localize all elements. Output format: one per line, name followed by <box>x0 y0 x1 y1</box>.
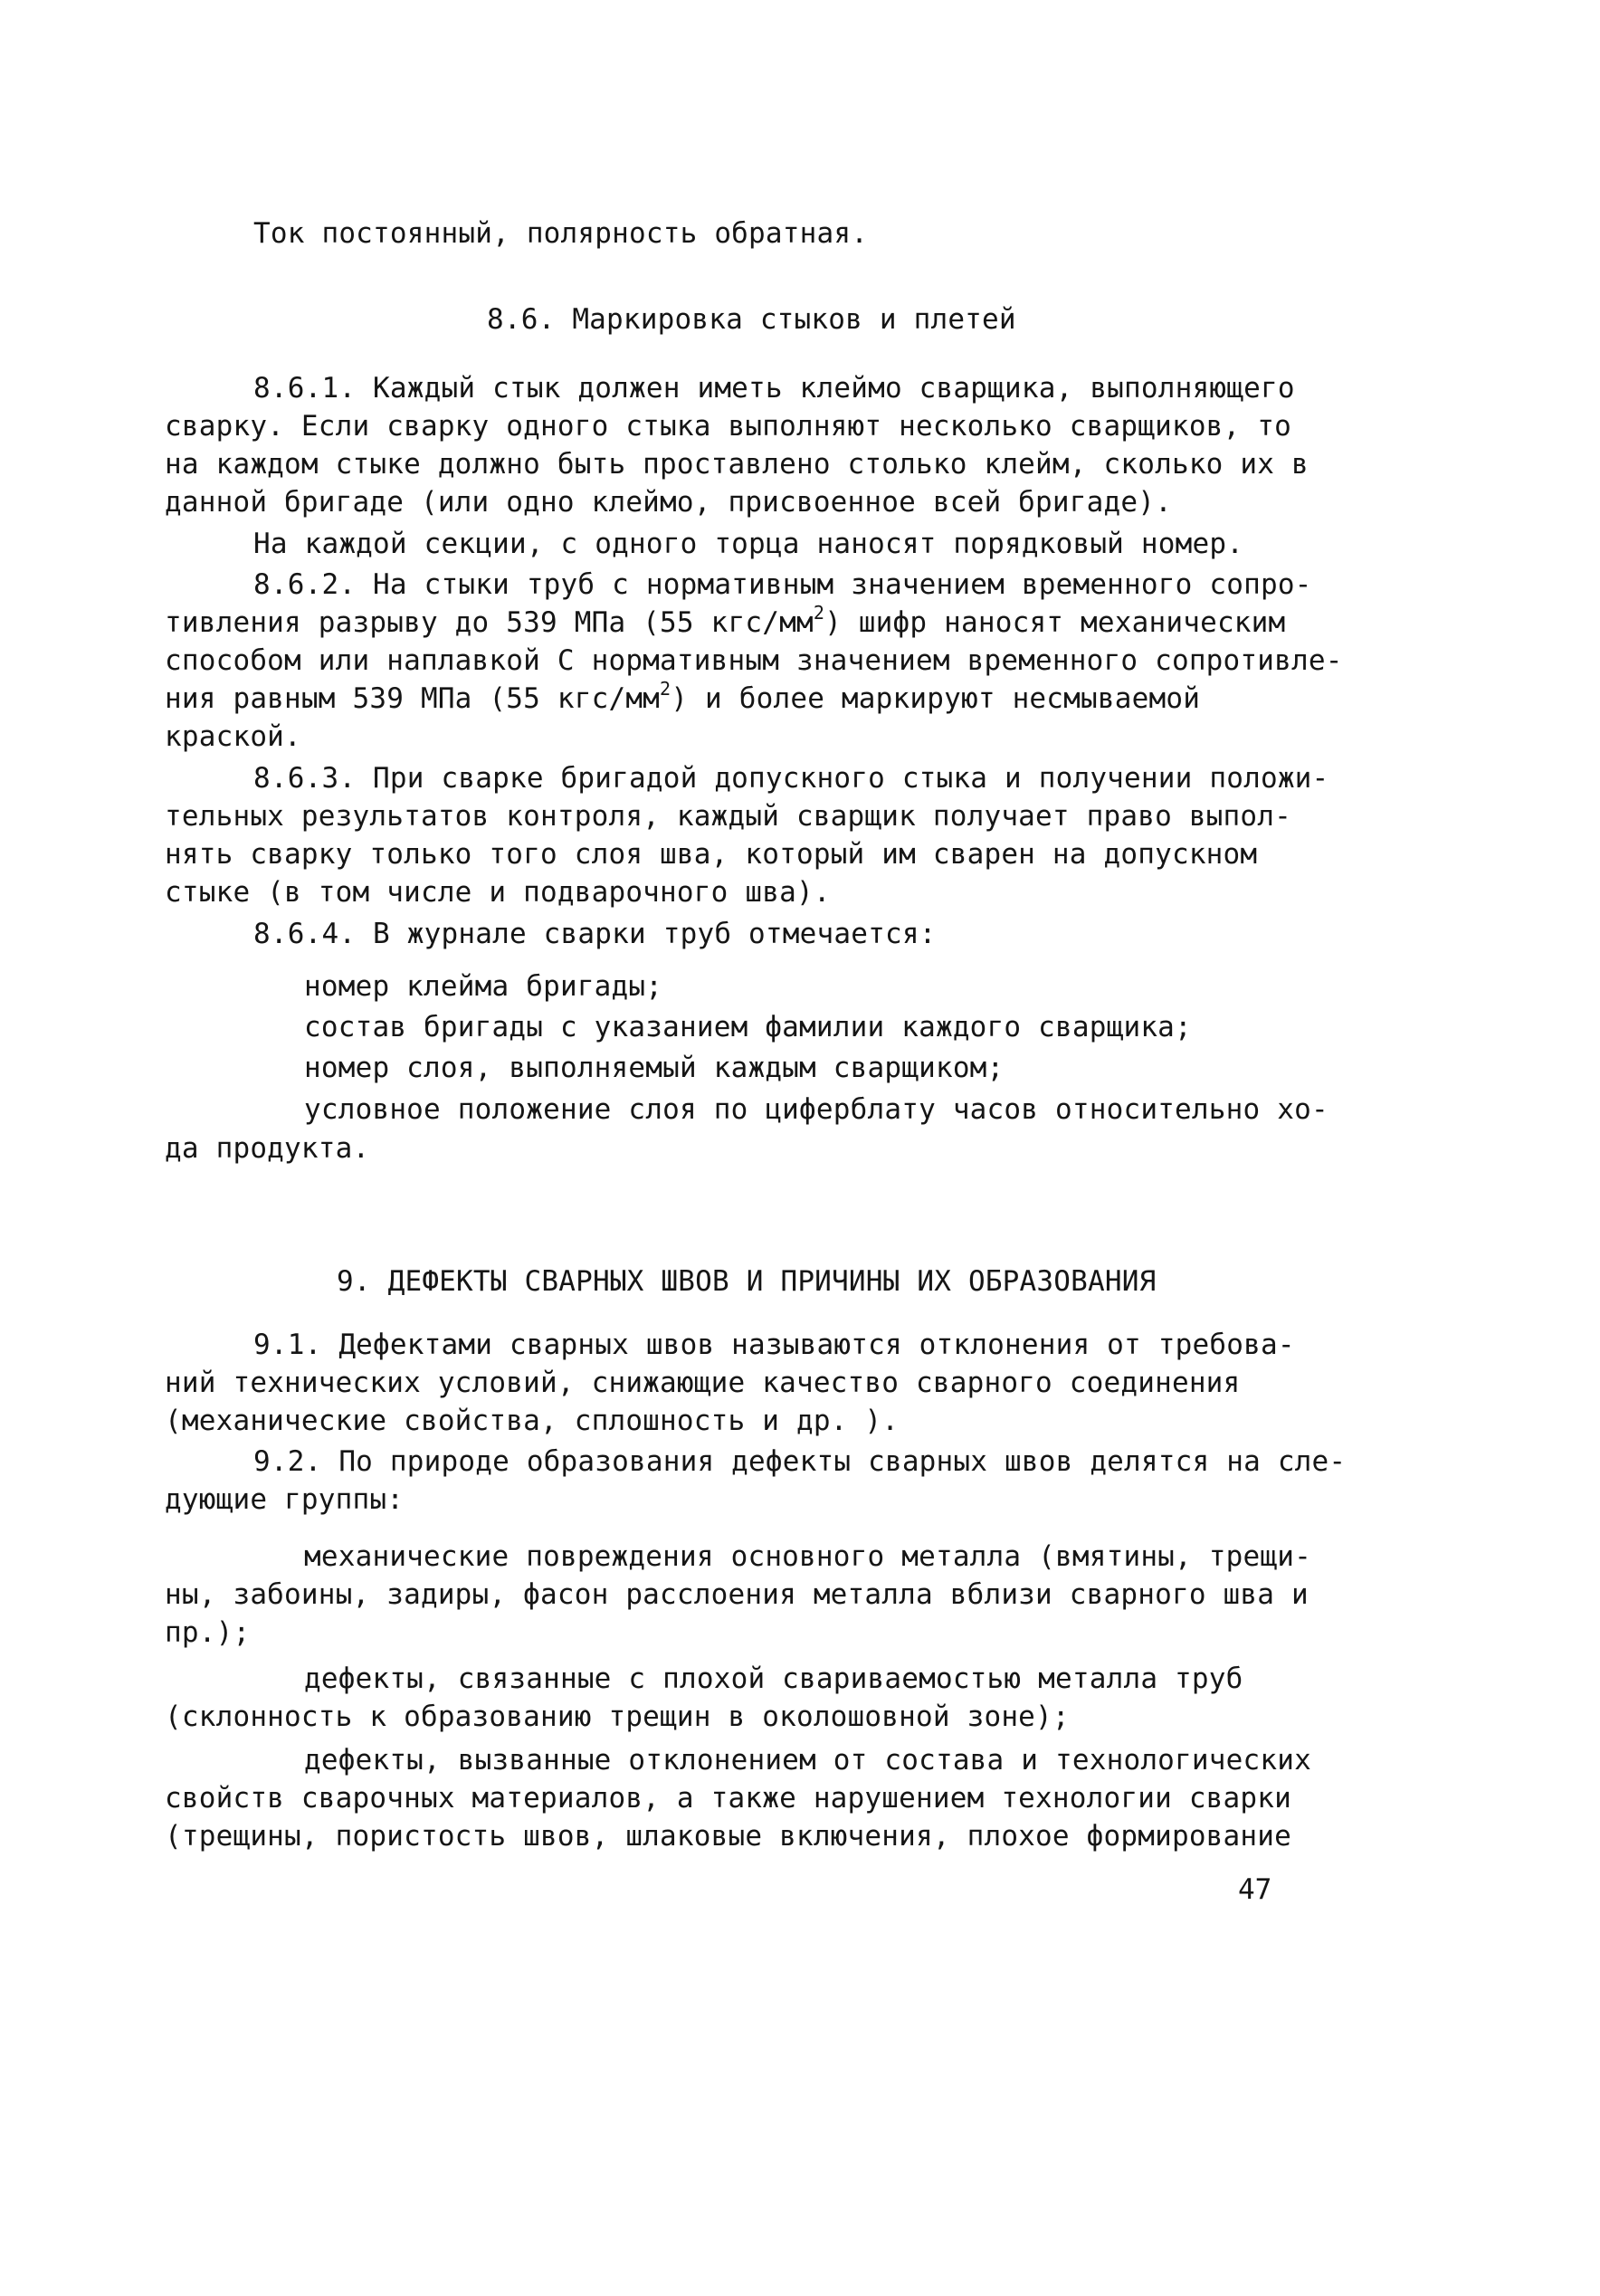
text-line: способом или наплавкой С нормативным значением временного сопротивле- <box>165 644 1343 677</box>
text-segment: ния равным 539 МПа (55 кгс/мм <box>165 682 661 715</box>
superscript: 2 <box>813 602 825 624</box>
text-line: стыке (в том числе и подварочного шва). <box>165 876 831 909</box>
list-item: условное положение слоя по циферблату часов относительно хо- <box>304 1093 1329 1126</box>
text-line: (механические свойства, сплошность и др. ). <box>165 1405 900 1437</box>
text-line: тельных результатов контроля, каждый сварщик получает право выпол- <box>165 800 1291 833</box>
text-line: дующие группы: <box>165 1483 405 1516</box>
text-line: данной бригаде (или одно клеймо, присвоенное всей бригаде). <box>165 486 1172 519</box>
list-item: механические повреждения основного металла (вмятины, трещи- <box>304 1540 1311 1573</box>
text-line: 9.1. Дефектами сварных швов называются отклонения от требова- <box>253 1329 1295 1361</box>
text-line: пр.); <box>165 1616 251 1649</box>
text-line: ны, забоины, задиры, фасон расслоения металла вблизи сварного шва и <box>165 1578 1309 1611</box>
text-line: 8.6.4. В журнале сварки труб отмечается: <box>253 918 937 950</box>
text-line: На каждой секции, с одного торца наносят порядковый номер. <box>253 528 1244 560</box>
text-line <box>165 678 1201 717</box>
text-line: на каждом стыке должно быть проставлено столько клейм, сколько их в <box>165 448 1309 481</box>
text-line: краской. <box>165 720 301 753</box>
text-segment: ) шифр наносят механическим <box>824 606 1286 639</box>
text-line: 8.6.3. При сварке бригадой допускного стыка и получении положи- <box>253 762 1329 795</box>
text-line: (трещины, пористость швов, шлаковые включения, плохое формирование <box>165 1820 1291 1853</box>
text-segment: ) и более маркируют несмываемой <box>671 682 1201 715</box>
list-item: номер слоя, выполняемый каждым сварщиком; <box>304 1052 1005 1084</box>
list-item: номер клейма бригады; <box>304 970 663 1003</box>
text-line: 8.6.1. Каждый стык должен иметь клеймо сварщика, выполняющего <box>253 372 1295 405</box>
section-heading-9: 9. ДЕФЕКТЫ СВАРНЫХ ШВОВ И ПРИЧИНЫ ИХ ОБРАЗОВАНИЯ <box>337 1265 1157 1298</box>
text-segment: тивления разрыву до 539 МПа (55 кгс/мм <box>165 606 814 639</box>
list-item: дефекты, связанные с плохой свариваемостью металла труб <box>304 1662 1243 1695</box>
text-line: (склонность к образованию трещин в околошовной зоне); <box>165 1701 1070 1733</box>
text-line <box>165 602 1286 641</box>
text-line: Ток постоянный, полярность обратная. <box>253 217 869 250</box>
superscript: 2 <box>660 678 671 700</box>
list-item: дефекты, вызванные отклонением от состава и технологических <box>304 1744 1311 1777</box>
text-line: да продукта. <box>165 1132 370 1165</box>
text-line: нять сварку только того слоя шва, который им сварен на допускном <box>165 838 1258 871</box>
page-number: 47 <box>1238 1873 1272 1906</box>
text-line: ний технических условий, снижающие качество сварного соединения <box>165 1367 1241 1399</box>
section-heading-8-6: 8.6. Маркировка стыков и плетей <box>487 303 1016 336</box>
text-line: сварку. Если сварку одного стыка выполняют несколько сварщиков, то <box>165 410 1291 443</box>
text-line: свойств сварочных материалов, а также нарушением технологии сварки <box>165 1782 1291 1815</box>
text-line: 9.2. По природе образования дефекты сварных швов делятся на сле- <box>253 1445 1347 1478</box>
list-item: состав бригады с указанием фамилии каждого сварщика; <box>304 1011 1192 1043</box>
text-line: 8.6.2. На стыки труб с нормативным значением временного сопро- <box>253 568 1312 601</box>
